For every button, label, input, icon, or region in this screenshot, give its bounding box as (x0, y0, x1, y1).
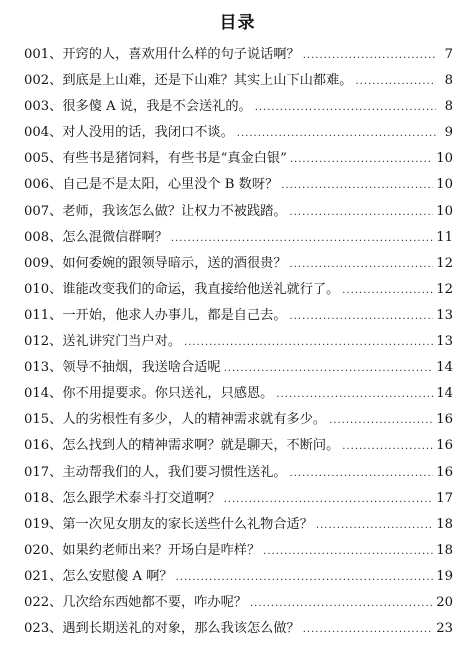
toc-entry[interactable] (24, 461, 453, 487)
dot-leader (224, 494, 434, 505)
toc-entry[interactable] (24, 382, 453, 408)
toc-entry-page: 16 (436, 412, 453, 428)
toc-entry-number: 008、 (24, 229, 63, 245)
dot-leader (237, 128, 436, 139)
toc-entry[interactable] (24, 95, 453, 121)
toc-entry-page: 18 (436, 542, 453, 558)
dot-leader (316, 520, 433, 531)
toc-entry-title: 怎么安慰傻 A 啊？ (62, 568, 173, 584)
toc-entry-page: 12 (436, 255, 453, 271)
dot-leader (329, 415, 433, 426)
toc-entry-title: 对人没用的话，我闭口不谈。 (62, 125, 234, 141)
toc-entry[interactable] (24, 434, 453, 460)
toc-entry[interactable] (24, 513, 453, 539)
toc-entry-number: 018、 (24, 490, 63, 506)
dot-leader (303, 624, 433, 635)
toc-entry-number: 003、 (24, 99, 63, 115)
toc-entry-title: 怎么混微信群啊？ (62, 229, 168, 245)
toc-entry[interactable] (24, 408, 453, 434)
toc-entry-number: 013、 (24, 360, 63, 376)
toc-entry[interactable] (24, 173, 453, 199)
toc-entry-number: 007、 (24, 203, 63, 219)
toc-entry-page: 10 (436, 203, 453, 219)
toc-entry-number: 017、 (24, 464, 63, 480)
toc-entry-number: 004、 (24, 125, 63, 141)
dot-leader (176, 572, 434, 583)
toc-entry-page: 8 (444, 99, 453, 115)
toc-entry-page: 13 (436, 307, 453, 323)
toc-entry-page: 12 (436, 281, 453, 297)
toc-entry-title: 一开始，他求人办事儿，都是自己去。 (62, 307, 287, 323)
toc-entry-number: 019、 (24, 516, 63, 532)
toc-entry[interactable] (24, 226, 453, 252)
toc-entry[interactable] (24, 617, 453, 643)
toc-entry-page: 11 (436, 229, 453, 245)
dot-leader (342, 441, 433, 452)
toc-entry-title: 遇到长期送礼的对象，那么我该怎么做？ (62, 621, 300, 637)
toc-entry[interactable] (24, 147, 453, 173)
toc-entry-number: 014、 (24, 386, 63, 402)
toc-entry-title: 领导不抽烟，我送啥合适呢 (62, 360, 221, 376)
dot-leader (342, 285, 433, 296)
toc-entry-page: 16 (436, 464, 453, 480)
toc-entry-page: 10 (436, 151, 453, 167)
dot-leader (171, 233, 433, 244)
dot-leader (276, 389, 433, 400)
toc-entry-title: 开窍的人，喜欢用什么样的句子说话啊？ (62, 47, 300, 62)
toc-entry-page: 8 (444, 73, 453, 89)
toc-entry-number: 001、 (24, 47, 63, 62)
dot-leader (255, 102, 436, 113)
toc-entry[interactable] (24, 121, 453, 147)
toc-entry[interactable] (24, 591, 453, 617)
dot-leader (290, 311, 434, 322)
toc-entry-page: 19 (436, 568, 453, 584)
toc-entry[interactable] (24, 487, 453, 513)
toc-entry-title: 送礼讲究门当户对。 (62, 334, 182, 350)
table-of-contents (24, 43, 453, 643)
toc-entry-number: 002、 (24, 73, 63, 89)
toc-entry-title: 人的劣根性有多少，人的精神需求就有多少。 (62, 412, 327, 428)
toc-entry[interactable] (24, 278, 453, 304)
toc-entry[interactable] (24, 43, 453, 69)
dot-leader (303, 50, 436, 61)
toc-entry-number: 020、 (24, 542, 63, 558)
toc-entry-number: 012、 (24, 334, 63, 350)
toc-entry-title: 到底是上山难，还是下山难？其实上山下山都难。 (62, 73, 353, 89)
toc-entry[interactable] (24, 69, 453, 95)
dot-leader (263, 546, 433, 557)
toc-entry-number: 023、 (24, 621, 63, 637)
dot-leader (184, 337, 433, 348)
toc-entry[interactable] (24, 252, 453, 278)
toc-entry[interactable] (24, 539, 453, 565)
toc-entry-title: 第一次见女朋友的家长送些什么礼物合适？ (62, 516, 313, 532)
toc-entry-page: 20 (436, 594, 453, 610)
toc-entry-title: 谁能改变我们的命运，我直接给他送礼就行了。 (62, 281, 340, 297)
toc-entry-number: 016、 (24, 438, 63, 454)
toc-entry[interactable] (24, 330, 453, 356)
toc-entry-title: 几次给东西她都不要，咋办呢？ (62, 594, 247, 610)
toc-entry-number: 021、 (24, 568, 63, 584)
toc-entry-title: 如何委婉的跟领导暗示，送的酒很贵？ (62, 255, 287, 271)
dot-leader (290, 154, 433, 165)
toc-entry-title: 如果约老师出来？开场白是咋样？ (62, 542, 261, 558)
toc-entry-number: 010、 (24, 281, 63, 297)
toc-entry-number: 005、 (24, 151, 63, 167)
toc-entry-number: 015、 (24, 412, 63, 428)
toc-entry[interactable] (24, 304, 453, 330)
toc-entry-number: 006、 (24, 177, 63, 193)
page-title: 目录 (219, 13, 256, 33)
toc-entry-page: 9 (444, 125, 453, 141)
toc-entry-page: 16 (436, 438, 453, 454)
dot-leader (281, 180, 433, 191)
dot-leader (290, 468, 434, 479)
toc-entry-title: 怎么跟学术泰斗打交道啊？ (62, 490, 221, 506)
toc-entry[interactable] (24, 565, 453, 591)
toc-entry-page: 23 (436, 621, 453, 637)
toc-entry-title: 很多傻 A 说，我是不会送礼的。 (62, 99, 252, 115)
toc-entry-title: 有些书是猪饲料，有些书是“真金白银” (62, 151, 287, 167)
toc-entry-title: 老师，我该怎么做？让权力不被践踏。 (62, 203, 287, 219)
toc-entry-number: 011、 (24, 307, 63, 323)
toc-entry[interactable] (24, 200, 453, 226)
toc-entry-page: 14 (436, 360, 453, 376)
dot-leader (250, 598, 433, 609)
toc-entry-page: 14 (436, 386, 453, 402)
toc-entry-page: 18 (436, 516, 453, 532)
dot-leader (290, 207, 434, 218)
dot-leader (355, 76, 436, 87)
toc-entry-title: 主动帮我们的人，我们要习惯性送礼。 (62, 464, 287, 480)
toc-entry-title: 自己是不是太阳，心里没个 B 数呀？ (62, 177, 279, 193)
toc-entry-title: 你不用提要求。你只送礼，只感恩。 (62, 386, 274, 402)
toc-entry-page: 10 (436, 177, 453, 193)
toc-entry-page: 7 (444, 47, 453, 62)
toc-entry-number: 022、 (24, 594, 63, 610)
toc-entry-page: 17 (436, 490, 453, 506)
dot-leader (224, 363, 434, 374)
toc-entry[interactable] (24, 356, 453, 382)
toc-entry-number: 009、 (24, 255, 63, 271)
dot-leader (290, 259, 434, 270)
toc-entry-title: 怎么找到人的精神需求啊？就是聊天，不断问。 (62, 438, 340, 454)
toc-entry-page: 13 (436, 334, 453, 350)
